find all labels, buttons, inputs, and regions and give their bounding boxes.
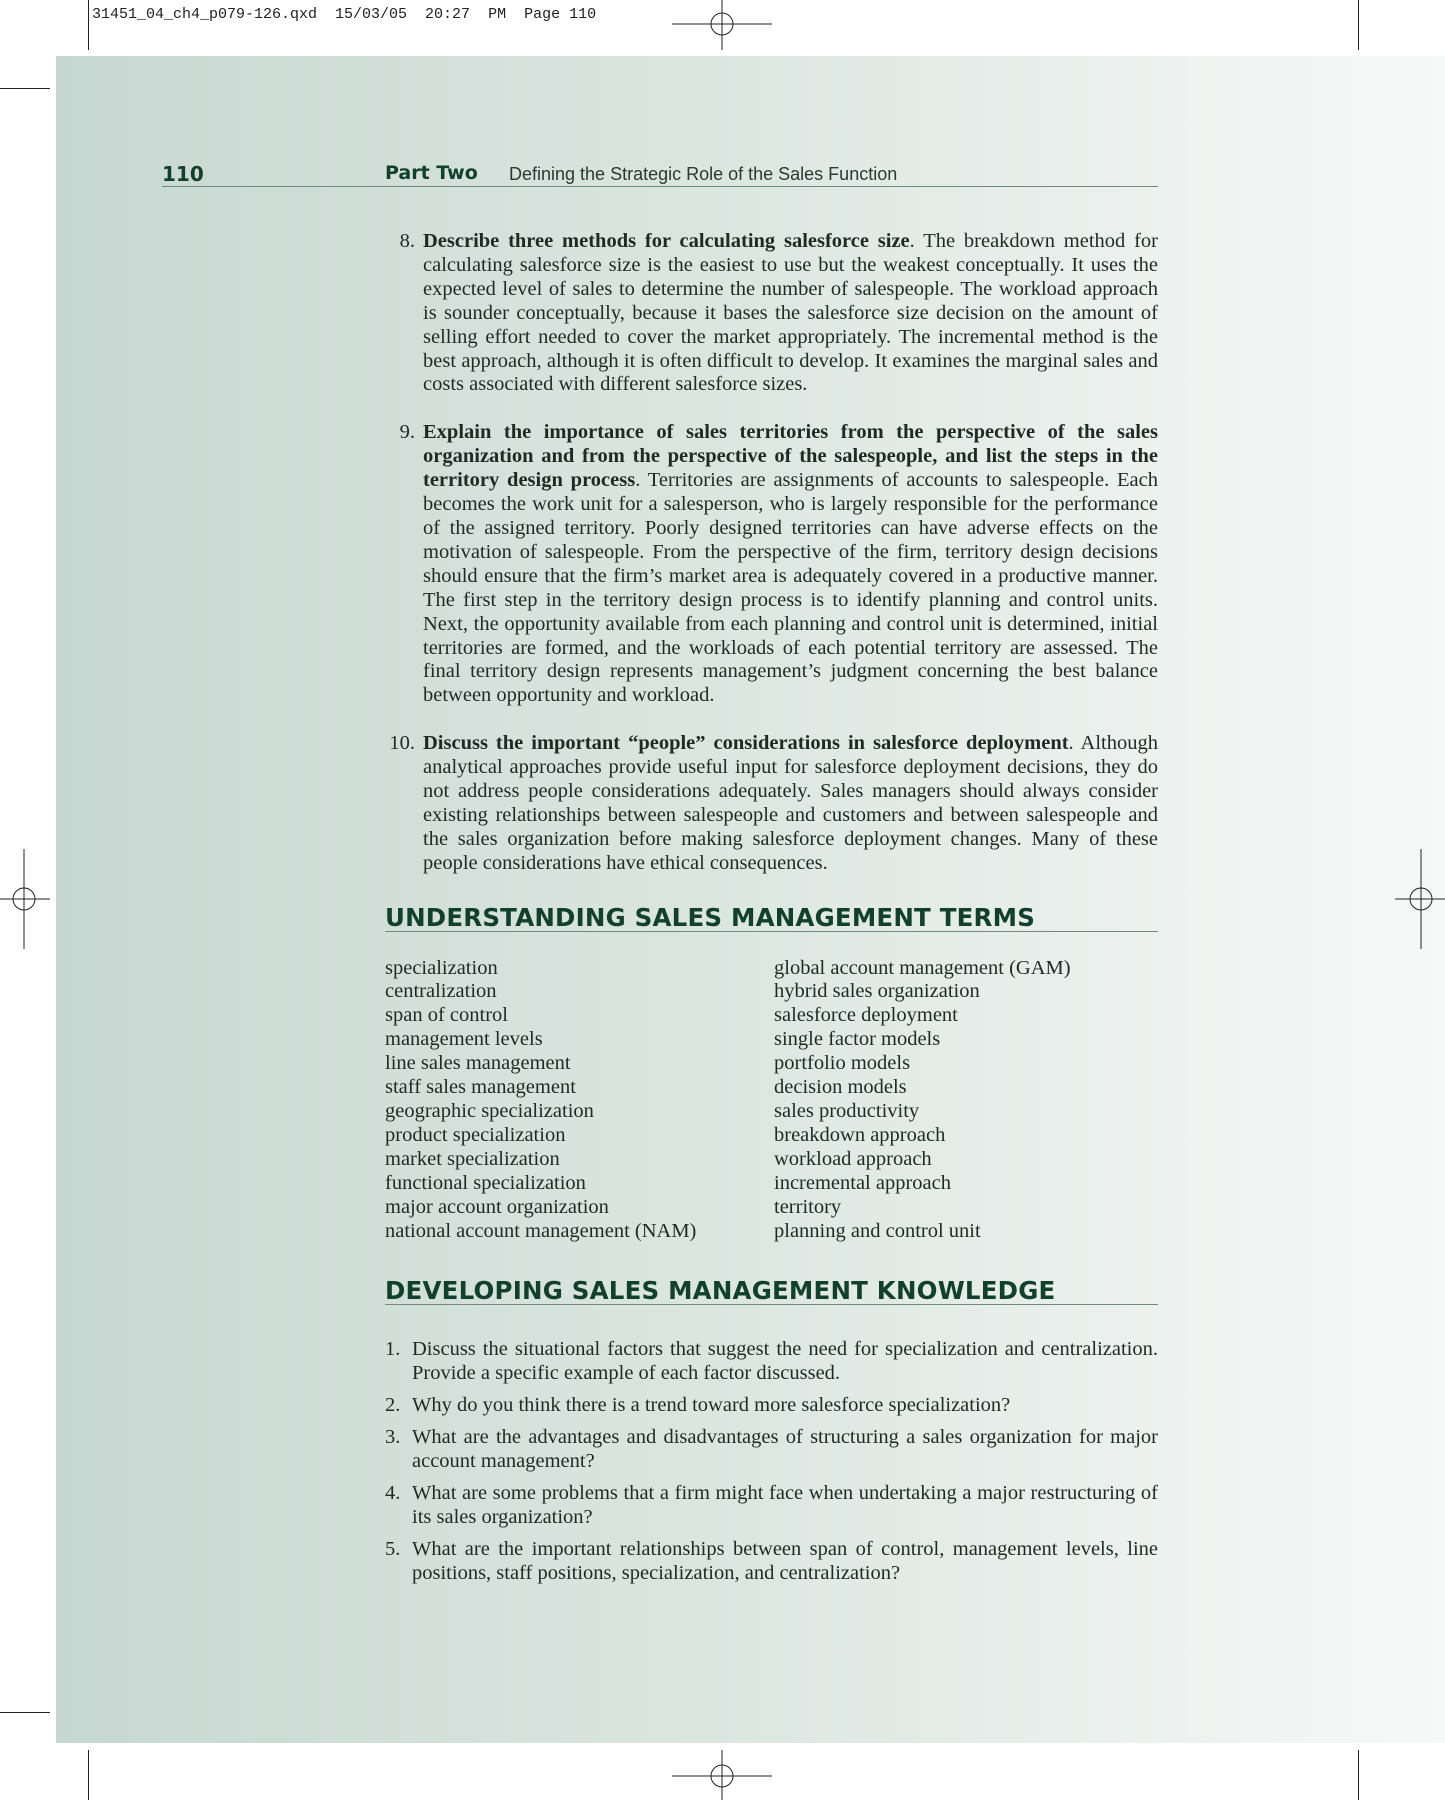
term: single factor models (774, 1028, 941, 1051)
question-item (385, 1338, 1158, 1386)
term: product specialization (385, 1123, 566, 1146)
terms-list (385, 957, 1158, 1244)
section-heading-terms: UNDERSTANDING SALES MANAGEMENT TERMS (385, 906, 1158, 932)
term: functional specialization (385, 1171, 586, 1194)
crop-mark (1358, 1750, 1359, 1800)
term: sales productivity (774, 1100, 920, 1122)
question-item (385, 1482, 1158, 1530)
item-body: . Territories are assignments of accounts to salespeople. Each becomes the work unit for a salesperson, who is largely responsible for the performance of the assigned territory. Poorly designed territories can have adverse effects on the motivation of salespeople. From the perspective of the firm, territory design decisions should ensure that the firm’s market area is adequately covered in a productive manner. The first step in the territory design process is to identify planning and control units. Next, the opportunity available from each planning and control unit is determined, initial territories are formed, and the workloads of each potential territory are assessed. The final territory design represents management’s judgment concerning the best balance between opportunity and workload. (423, 469, 1158, 707)
crop-mark (88, 0, 89, 50)
term: national account management (NAM) (385, 1219, 697, 1242)
term: global account management (GAM) (774, 956, 1071, 979)
item-number: 8. (399, 230, 415, 252)
part-label: Part Two (385, 162, 478, 184)
term: salesforce deployment (774, 1004, 958, 1027)
term: geographic specialization (385, 1100, 594, 1122)
term: market specialization (385, 1147, 560, 1170)
question-list (385, 1338, 1158, 1585)
term: line sales management (385, 1052, 571, 1075)
item-heading: Explain the importance of sales territories from the perspective of the sales organization and from the perspective of the salespeople, and list the steps in the territory design process (423, 421, 1158, 492)
item-body: . Although analytical approaches provide useful input for salesforce deployment decisions, they do not address people considerations adequately. Sales managers should always consider existing relationships between salespeople and customers and between salespeople and the sales organization before making salesforce deployment changes. Many of these people considerations have ethical consequences. (423, 732, 1158, 874)
terms-column-1 (385, 957, 774, 1244)
summary-item (385, 421, 1158, 708)
question-text: Why do you think there is a trend toward more salesforce specialization? (412, 1394, 1011, 1417)
summary-item (385, 732, 1158, 875)
question-item (385, 1394, 1158, 1418)
terms-column-2 (774, 957, 1071, 1244)
term: portfolio models (774, 1052, 911, 1075)
question-text: What are some problems that a firm might face when undertaking a major restructuring of its sales organization? (412, 1481, 1158, 1528)
page-number: 110 (162, 162, 204, 186)
question-number: 3. (385, 1426, 401, 1449)
question-number: 4. (385, 1481, 401, 1504)
crop-mark (0, 88, 50, 89)
part-title: Defining the Strategic Role of the Sales Function (509, 164, 898, 184)
registration-mark-icon (672, 1750, 772, 1800)
question-item (385, 1538, 1158, 1586)
term: decision models (774, 1076, 907, 1099)
term: hybrid sales organization (774, 980, 980, 1003)
crop-mark (0, 1712, 50, 1713)
question-text: Discuss the situational factors that suggest the need for specialization and centralization. Provide a specific example of each factor discussed. (412, 1338, 1158, 1385)
term: staff sales management (385, 1076, 576, 1099)
term: incremental approach (774, 1171, 952, 1194)
term: span of control (385, 1004, 508, 1027)
term: territory (774, 1195, 842, 1218)
registration-mark-icon (0, 849, 50, 949)
term: specialization (385, 956, 498, 979)
crop-mark (1358, 0, 1359, 50)
registration-mark-icon (672, 0, 772, 50)
question-item (385, 1426, 1158, 1474)
item-heading: Describe three methods for calculating salesforce size (423, 230, 910, 252)
term: breakdown approach (774, 1123, 946, 1146)
question-number: 2. (385, 1394, 401, 1417)
item-body: . The breakdown method for calculating salesforce size is the easiest to use but the weakest conceptually. It uses the expected level of sales to determine the number of salespeople. The workload approach is sounder conceptually, because it bases the salesforce size decision on the amount of selling effort needed to cover the market appropriately. The incremental method is the best approach, although it is often difficult to develop. It examines the marginal sales and costs associated with different salesforce sizes. (423, 230, 1158, 396)
item-heading: Discuss the important “people” considerations in salesforce deployment (423, 732, 1069, 755)
question-text: What are the advantages and disadvantages of structuring a sales organization for major account management? (412, 1426, 1158, 1472)
term: workload approach (774, 1147, 932, 1170)
term: major account organization (385, 1195, 609, 1218)
running-header (162, 162, 1158, 187)
term: centralization (385, 980, 497, 1003)
registration-mark-icon (1395, 849, 1445, 949)
crop-mark (88, 1750, 89, 1800)
section-heading-knowledge: DEVELOPING SALES MANAGEMENT KNOWLEDGE (385, 1279, 1158, 1305)
question-number: 5. (385, 1537, 401, 1560)
item-number: 10. (389, 732, 415, 755)
file-slug: 31451_04_ch4_p079-126.qxd 15/03/05 20:27 PM Page 110 (92, 6, 597, 23)
summary-item (385, 230, 1158, 397)
main-content (385, 230, 1158, 1594)
term: planning and control unit (774, 1219, 981, 1242)
question-text: What are the important relationships between span of control, management levels, line positions, staff positions, specialization, and centralization? (412, 1537, 1158, 1584)
item-number: 9. (399, 421, 415, 444)
term: management levels (385, 1028, 543, 1051)
question-number: 1. (385, 1338, 401, 1361)
